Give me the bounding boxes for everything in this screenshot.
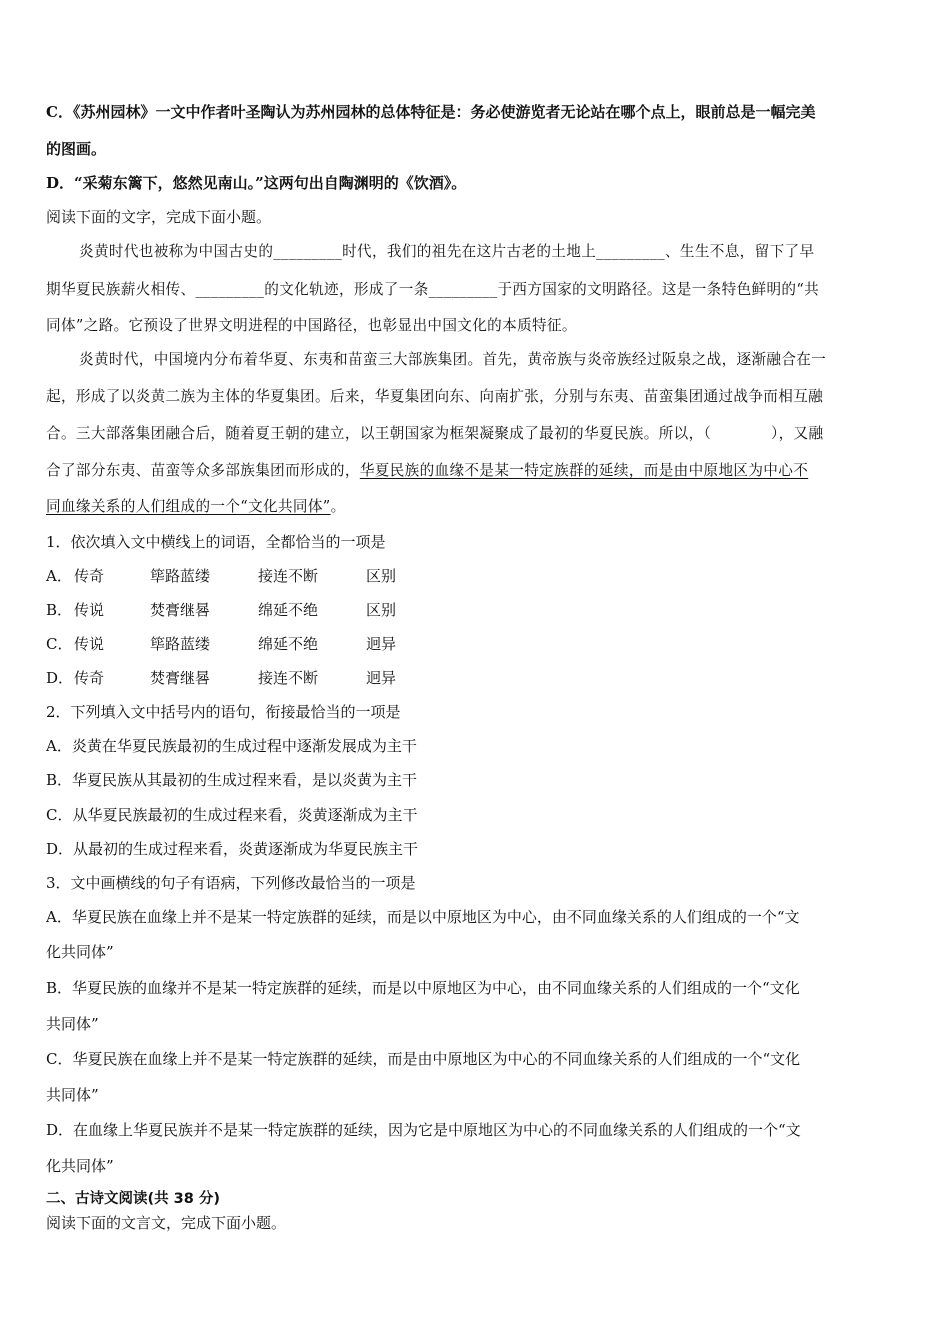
q3-option-c-line2: 共同体” [46, 1086, 99, 1104]
q1-option-c [46, 634, 396, 654]
q1-d-word2: 焚膏继晷 [150, 669, 211, 687]
q3-option-a-line1: A．华夏民族在血缘上并不是某一特定族群的延续，而是以中原地区为中心，由不同血缘关系的人们组成的一个“文 [46, 908, 800, 926]
q3-option-a-line2: 化共同体” [46, 943, 114, 961]
q2-option-a: A．炎黄在华夏民族最初的生成过程中逐渐发展成为主干 [46, 737, 417, 755]
q2-option-c: C．从华夏民族最初的生成过程来看，炎黄逐渐成为主干 [46, 806, 418, 824]
q1-c-word3: 绵延不绝 [258, 635, 319, 653]
q3-option-b-line2: 共同体” [46, 1015, 99, 1033]
q1-d-word3: 接连不断 [258, 669, 319, 687]
q2-option-b: B．华夏民族从其最初的生成过程来看，是以炎黄为主干 [46, 771, 418, 789]
q3-option-c-line1: C．华夏民族在血缘上并不是某一特定族群的延续，而是由中原地区为中心的不同血缘关系的人们组成的一个“文化 [46, 1050, 801, 1068]
reading-intro: 阅读下面的文字，完成下面小题。 [46, 208, 272, 226]
q3-option-d-line1: D．在血缘上华夏民族并不是某一特定族群的延续，因为它是中原地区为中心的不同血缘关系的人们组成的一个“文 [46, 1121, 801, 1139]
q1-option-a [46, 566, 396, 586]
passage-p2-line2: 起，形成了以炎黄二族为主体的华夏集团。后来，华夏集团向东、向南扩张，分别与东夷、苗蛮集团通过战争而相互融 [46, 388, 824, 405]
q1-stem: 1．依次填入文中横线上的词语，全都恰当的一项是 [46, 533, 386, 551]
q3-option-d-line2: 化共同体” [46, 1157, 114, 1175]
q1-a-word3: 接连不断 [258, 567, 319, 585]
q1-b-letter: B． [46, 601, 73, 619]
passage-p1-line3: 同体”之路。它预设了世界文明进程的中国路径，也彰显出中国文化的本质特征。 [46, 317, 577, 334]
q2-option-d: D．从最初的生成过程来看，炎黄逐渐成为华夏民族主干 [46, 840, 419, 858]
underlined-sentence-part1: 华夏民族的血缘不是某一特定族群的延续，而是由中原地区为中心不 [359, 462, 809, 479]
prev-option-c-line2: 的图画。 [46, 140, 107, 158]
q3-stem: 3．文中画横线的句子有语病，下列修改最恰当的一项是 [46, 874, 416, 892]
passage-p2-line1: 炎黄时代，中国境内分布着华夏、东夷和苗蛮三大部族集团。首先，黄帝族与炎帝族经过阪泉之战，逐渐融合在一 [79, 351, 827, 368]
q2-stem: 2．下列填入文中括号内的语句，衔接最恰当的一项是 [46, 703, 401, 721]
passage-p2-line5-end: 。 [330, 498, 346, 515]
q1-b-word3: 绵延不绝 [258, 601, 319, 619]
q1-b-word4: 区别 [366, 601, 397, 619]
q1-option-d [46, 668, 396, 688]
q1-c-word2: 筚路蓝缕 [150, 635, 211, 653]
underlined-sentence-part2: 同血缘关系的人们组成的一个“文化共同体” [46, 498, 331, 515]
q1-b-word2: 焚膏继晷 [150, 601, 211, 619]
q1-c-word1: 传说 [74, 635, 105, 653]
q1-option-b [46, 600, 396, 620]
prev-option-c-line1: C．《苏州园林》一文中作者叶圣陶认为苏州园林的总体特征是：务必使游览者无论站在哪个点上，眼前总是一幅完美 [46, 103, 816, 121]
section2-heading: 二、古诗文阅读(共 38 分) [46, 1191, 221, 1207]
passage-p1-line2: 期华夏民族薪火相传、_________的文化轨迹，形成了一条_________于西方国家的文明路径。这是一条特色鲜明的“共 [46, 281, 820, 298]
passage-p2-line3: 合。三大部落集团融合后，随着夏王朝的建立，以王朝国家为框架凝聚成了最初的华夏民族。所以，（ ），又融 [46, 425, 824, 442]
q1-a-word4: 区别 [366, 567, 397, 585]
passage-p2-line4-plain: 合了部分东夷、苗蛮等众多部族集团而形成的， [46, 462, 360, 479]
q1-c-word4: 迥异 [366, 635, 397, 653]
q1-d-word1: 传奇 [74, 669, 105, 687]
q3-option-b-line1: B．华夏民族的血缘并不是某一特定族群的延续，而是以中原地区为中心，由不同血缘关系的人们组成的一个“文化 [46, 979, 800, 997]
passage-p1-line1: 炎黄时代也被称为中国古史的_________时代，我们的祖先在这片古老的土地上_________、生生不息，留下了早 [79, 243, 815, 260]
q1-a-letter: A． [46, 567, 72, 585]
q1-b-word1: 传说 [74, 601, 105, 619]
q1-a-word2: 筚路蓝缕 [150, 567, 211, 585]
section2-intro: 阅读下面的文言文，完成下面小题。 [46, 1214, 287, 1232]
q1-d-word4: 迥异 [366, 669, 397, 687]
q1-c-letter: C． [46, 635, 73, 653]
q1-d-letter: D． [46, 669, 74, 687]
passage-p2-line4 [46, 461, 808, 481]
q1-a-word1: 传奇 [74, 567, 105, 585]
prev-option-d: D．“采菊东篱下，悠然见南山。”这两句出自陶渊明的《饮酒》。 [46, 174, 467, 192]
passage-p2-line5 [46, 497, 346, 517]
